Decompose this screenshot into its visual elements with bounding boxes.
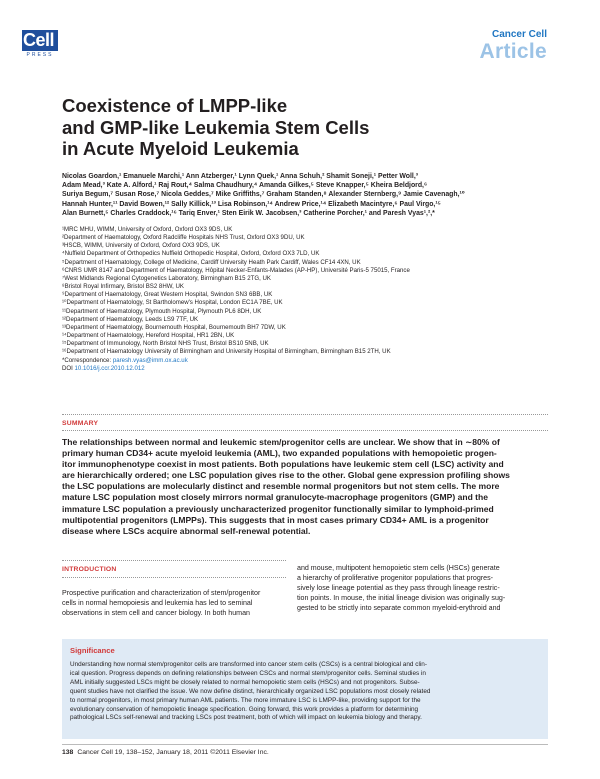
affiliation: ²Department of Haematology, Oxford Radcliffe Hospitals NHS Trust, Oxford OX3 9DU, UK xyxy=(62,234,305,242)
affiliation: ⁶CNRS UMR 8147 and Department of Haematology, Hôpital Necker-Enfants-Malades (AP-HP), Université Paris-5 75015, France xyxy=(62,266,410,274)
affiliation: ⁴Nuffield Department of Orthopedics Nuffield Orthopedic Hospital, Oxford, Oxford OX3 7LD, UK xyxy=(62,250,320,258)
significance-line: to normal progenitors, in most primary human AML patients. The more immature LSC is LMPP-like, providing support for the xyxy=(70,696,421,704)
affiliation: ¹⁵Department of Immunology, North Bristol NHS Trust, Bristol BS10 5NB, UK xyxy=(62,340,269,348)
affiliation: ¹³Department of Haematology, Bournemouth Hospital, Bournemouth BH7 7DW, UK xyxy=(62,323,286,331)
intro-line: and mouse, multipotent hemopoietic stem cells (HSCs) generate xyxy=(297,564,500,572)
summary-line: multipotential progenitors (LMPPs). This suggests that in most cases primary CD34+ AML is a progenitor xyxy=(62,514,489,525)
significance-line: quent studies have not clarified the issue. We now define distinct, hierarchically organized LSC populations most closely related xyxy=(70,687,431,695)
summary-line: itor immunophenotype coexist in most patients. Both populations have leukemic stem cell (LSC) activity and xyxy=(62,459,504,470)
significance-line: evolutionary conservation of hemopoietic lineage specification. Going forward, this work provides a platform for determining xyxy=(70,705,419,713)
page-number: 138 xyxy=(62,749,74,756)
significance-heading: Significance xyxy=(70,646,115,655)
correspondence-email-link[interactable]: paresh.vyas@imm.ox.ac.uk xyxy=(112,356,188,364)
affiliation: ³HSCB, WIMM, University of Oxford, Oxford OX3 9DS, UK xyxy=(62,242,220,250)
affiliation: ⁷West Midlands Regional Cytogenetics Laboratory, Birmingham B15 2TG, UK xyxy=(62,274,271,282)
intro-line: gested to be strictly into separate common myeloid-erythroid and xyxy=(297,604,501,613)
summary-text xyxy=(62,437,548,537)
correspondence xyxy=(62,357,546,365)
affiliation: ¹²Department of Haematology, Leeds LS9 7TF, UK xyxy=(62,315,199,323)
intro-line: sively lose lineage potential as they pass through lineage restric- xyxy=(297,584,500,593)
affiliation: ¹⁰Department of Haematology, St Bartholomew's Hospital, London EC1A 7BE, UK xyxy=(62,299,283,307)
author-line: Alan Burnett,⁵ Charles Craddock,¹⁶ Tariq Enver,¹ Sten Eirik W. Jacobsen,³ Catherine Porcher,¹ and Paresh Vyas¹,²,* xyxy=(62,209,435,217)
summary-divider-lower xyxy=(62,430,548,431)
summary-line: primary human CD34+ acute myeloid leukemia (AML), two expanded populations with hemopoietic progen- xyxy=(62,448,497,459)
affiliation: ⁵Department of Haematology, College of Medicine, Cardiff University Heath Park Cardiff, Wales CF14 4XN, UK xyxy=(62,258,361,266)
author-list xyxy=(62,172,546,218)
summary-line: immature LSC population a previously uncharacterized progenitor functionally similar to lymphoid-primed xyxy=(62,503,494,514)
significance-line: AML initially suggested LSCs might be closely related to normal hemopoietic stem cells (HSCs) and not progenitors. Subse- xyxy=(70,678,420,686)
journal-citation: Cancer Cell 19, 138–152, January 18, 2011 ©2011 Elsevier Inc. xyxy=(77,749,269,756)
significance-line: Understanding how normal stem/progenitor cells are transformed into cancer stem cells (CSCs) is a central biological and clin- xyxy=(70,661,427,668)
affiliation: ¹⁶Department of Haematology University of Birmingham and University Hospital of Birmingham, Birmingham B15 2TH, UK xyxy=(62,348,391,356)
introduction-heading: INTRODUCTION xyxy=(62,566,117,573)
intro-left-column xyxy=(62,588,286,618)
doi xyxy=(62,365,546,373)
summary-line: are hierarchically ordered; one LSC population gives rise to the other. Global gene expression profiling shows xyxy=(62,470,510,481)
author-line: Suriya Begum,⁷ Susan Rose,⁷ Nicola Geddes,⁷ Mike Griffiths,⁷ Graham Standen,⁸ Alexander Sternberg,⁹ Jamie Cavenagh,¹⁰ xyxy=(62,191,465,199)
intro-line: Prospective purification and characterization of stem/progenitor xyxy=(62,589,261,597)
significance-box xyxy=(62,639,548,739)
correspondence-label: *Correspondence: xyxy=(62,356,113,364)
affiliation: ¹MRC MHU, WIMM, University of Oxford, Oxford OX3 9DS, UK xyxy=(62,226,233,233)
intro-line: observations in stem cell and cancer biology. In both human xyxy=(62,609,250,618)
summary-heading: SUMMARY xyxy=(62,420,99,427)
intro-line: tion points. In mouse, the initial lineage division was originally sug- xyxy=(297,594,506,603)
summary-divider xyxy=(62,414,548,415)
summary-line: disease where LSCs acquire abnormal self-renewal potential. xyxy=(62,525,311,536)
intro-line: cells in normal hemopoiesis and leukemia has led to seminal xyxy=(62,599,253,608)
intro-divider xyxy=(62,560,286,561)
affiliation: ¹¹Department of Haematology, Plymouth Hospital, Plymouth PL6 8DH, UK xyxy=(62,307,262,315)
logo-subtext: PRESS xyxy=(26,52,54,58)
intro-divider-lower xyxy=(62,577,286,578)
significance-line: pathological LSCs self-renewal and tracking LSCs post treatment, both of which will impact on leukemia biology and therapy. xyxy=(70,714,422,722)
footer-divider xyxy=(62,744,548,745)
cell-press-logo xyxy=(22,30,58,58)
title-line: and GMP-like Leukemia Stem Cells xyxy=(62,116,370,138)
significance-text xyxy=(70,661,540,723)
affiliations xyxy=(62,226,546,373)
page-footer xyxy=(62,749,269,756)
affiliation: ⁸Bristol Royal Infirmary, Bristol BS2 8HW, UK xyxy=(62,283,184,291)
summary-line: The relationships between normal and leukemic stem/progenitor cells are unclear. We show that in ∼80% of xyxy=(62,437,500,447)
significance-line: ical question. Progress depends on defining relationships between CSCs and normal stem/progenitor cells. Seminal studies in xyxy=(70,669,426,677)
title-line: Coexistence of LMPP-like xyxy=(62,95,288,116)
doi-link[interactable]: 10.1016/j.ccr.2010.12.012 xyxy=(74,364,145,372)
title-line: in Acute Myeloid Leukemia xyxy=(62,138,299,159)
intro-right-column xyxy=(297,563,549,613)
article-title xyxy=(62,95,482,160)
logo-text: Cell xyxy=(22,30,58,51)
intro-line: a hierarchy of proliferative progenitor populations that progres- xyxy=(297,574,493,583)
doi-label: DOI xyxy=(62,364,75,372)
affiliation: ¹⁴Department of Haematology, Hereford Hospital, HR1 2BN, UK xyxy=(62,332,235,340)
affiliation: ⁹Department of Haematology, Great Western Hospital, Swindon SN3 6BB, UK xyxy=(62,291,273,299)
author-line: Adam Mead,³ Kate A. Alford,¹ Raj Rout,⁴ Salma Chaudhury,⁴ Amanda Gilkes,⁵ Steve Knapper,⁵ Kheira Beldjord,⁶ xyxy=(62,182,428,190)
author-line: Hannah Hunter,¹¹ David Bowen,¹² Sally Killick,¹³ Lisa Robinson,¹⁴ Andrew Price,¹⁴ Elizabeth Macintyre,⁶ Paul Virgo,¹⁵ xyxy=(62,200,441,208)
author-line: Nicolas Goardon,¹ Emanuele Marchi,¹ Ann Atzberger,¹ Lynn Quek,¹ Anna Schuh,² Shamit Soneji,¹ Petter Woll,³ xyxy=(62,173,419,180)
journal-name: Cancer Cell xyxy=(491,29,547,40)
article-type: Article xyxy=(479,40,547,63)
summary-line: mature LSC population most closely mirrors normal granulocyte-macrophage progenitors (GMP) and the xyxy=(62,492,488,503)
summary-line: the LSC populations are molecularly distinct and resemble normal progenitors but not stem cells. The more xyxy=(62,481,500,492)
